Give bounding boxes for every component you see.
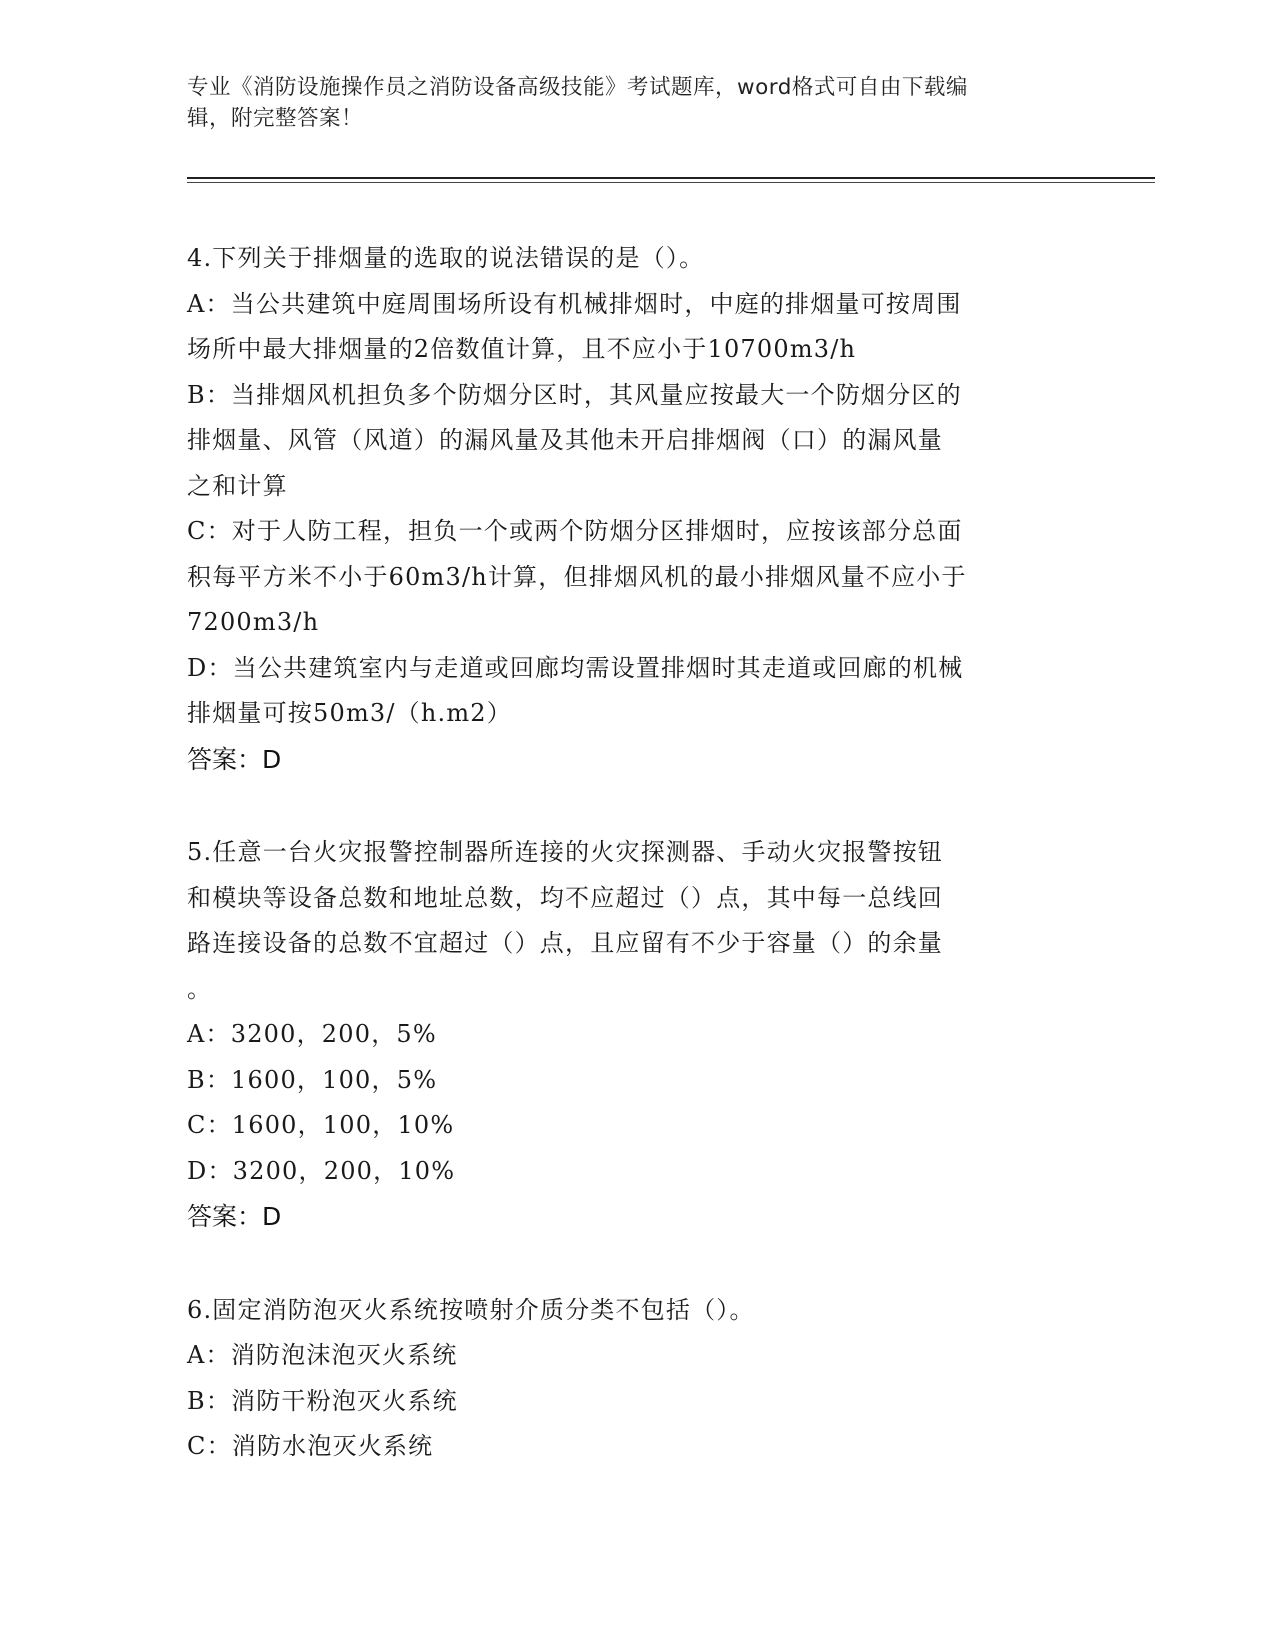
answer-option xyxy=(187,1103,1067,1149)
answer-option-line: B：当排烟风机担负多个防烟分区时，其风量应按最大一个防烟分区的 xyxy=(187,380,962,409)
answer-option-line: D：当公共建筑室内与走道或回廊均需设置排烟时其走道或回廊的机械 xyxy=(187,653,964,682)
answer-option-line: C：消防水泡灭火系统 xyxy=(187,1432,434,1460)
question-stem-line: 和模块等设备总数和地址总数，均不应超过（）点，其中每一总线回 xyxy=(187,883,943,912)
question-block xyxy=(187,236,1067,782)
header-divider-thick xyxy=(187,177,1155,179)
answer-option xyxy=(187,1333,1067,1379)
answer-option-line: 之和计算 xyxy=(187,471,288,500)
answer-option-line: A：当公共建筑中庭周围场所设有机械排烟时，中庭的排烟量可按周围 xyxy=(187,289,962,318)
answer-option-line: A：3200，200，5% xyxy=(187,1020,437,1048)
question-stem-line: 。 xyxy=(187,974,213,1003)
answer-option xyxy=(187,1424,1067,1470)
question-stem-line: 6.固定消防泡灭火系统按喷射介质分类不包括（）。 xyxy=(187,1295,755,1324)
question-block xyxy=(187,830,1067,1240)
answer-option-line: 排烟量、风管（风道）的漏风量及其他未开启排烟阀（口）的漏风量 xyxy=(187,426,943,454)
question-stem-line: 路连接设备的总数不宜超过（）点，且应留有不少于容量（）的余量 xyxy=(187,929,943,957)
question-list xyxy=(187,236,1067,1518)
answer-option xyxy=(187,282,1067,373)
answer-option-line: B：1600，100，5% xyxy=(187,1065,438,1094)
answer-option xyxy=(187,1058,1067,1104)
answer-option-line: 场所中最大排烟量的2倍数值计算，且不应小于10700m3/h xyxy=(187,335,857,363)
answer-option-line: C：1600，100，10% xyxy=(187,1111,455,1139)
answer-option xyxy=(187,1379,1067,1425)
question-stem-line: 4.下列关于排烟量的选取的说法错误的是（）。 xyxy=(187,244,705,272)
answer-option-line: 积每平方米不小于60m3/h计算，但排烟风机的最小排烟风量不应小于 xyxy=(187,562,967,591)
header-intro-line-2: 辑，附完整答案！ xyxy=(187,106,364,131)
answer-option-line: D：3200，200，10% xyxy=(187,1156,456,1185)
answer-option xyxy=(187,509,1067,646)
answer-option-line: A：消防泡沫泡灭火系统 xyxy=(187,1341,458,1369)
question-stem-line: 5.任意一台火灾报警控制器所连接的火灾探测器、手动火灾报警按钮 xyxy=(187,838,944,866)
answer-key: 答案：D xyxy=(187,744,282,774)
answer-key: 答案：D xyxy=(187,1202,282,1231)
answer-option xyxy=(187,373,1067,510)
answer-option xyxy=(187,646,1067,737)
answer-option-line: B：消防干粉泡灭火系统 xyxy=(187,1386,458,1415)
header-divider-thin xyxy=(187,182,1155,183)
header-intro-line-1: 专业《消防设施操作员之消防设备高级技能》考试题库，word格式可自由下载编 xyxy=(187,75,968,100)
question-block xyxy=(187,1288,1067,1470)
answer-option-line: C：对于人防工程，担负一个或两个防烟分区排烟时，应按该部分总面 xyxy=(187,517,963,545)
answer-option-line: 7200m3/h xyxy=(187,608,320,636)
answer-option xyxy=(187,1012,1067,1058)
document-header xyxy=(187,72,1067,134)
answer-option-line: 排烟量可按50m3/（h.m2） xyxy=(187,699,512,727)
answer-option xyxy=(187,1149,1067,1195)
